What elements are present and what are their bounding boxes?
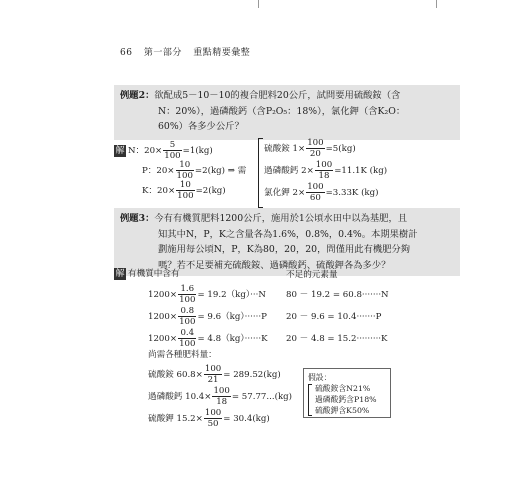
need-row-potassium-sulfate: 硫酸鉀 15.2× $\frac{100}{50}$ = 30.4(kg) <box>148 408 270 429</box>
crop-mark-left <box>258 0 259 8</box>
assumption-list <box>308 383 386 416</box>
solution-2-r2: 過磷酸鈣 2× $\frac{100}{18}$ =11.1K (kg) <box>264 160 388 181</box>
deficit-row-k: 20 － 4.8 = 15.2·········K <box>286 334 388 344</box>
assumption-item: 硫酸銨含N21% <box>315 384 371 393</box>
solution-icon: 解 <box>115 269 125 279</box>
example-3-line4: 嗎？若不足要補充硫酸銨、過磷酸鈣、硫酸鉀各為多少？ <box>158 259 391 271</box>
assumption-box <box>303 368 391 418</box>
deficit-row-n: 80 － 19.2 = 60.8·······N <box>286 290 389 300</box>
example-3-line1: 例題3：今有有機質肥料1200公斤，施用於1公頃水田中以為基肥，且 <box>120 213 408 224</box>
crop-mark-right <box>436 0 437 8</box>
solution-2-r3: 氯化鉀 2× $\frac{100}{60}$ =3.33K (kg) <box>264 182 379 203</box>
solution-2-r1: 硫酸銨 1× $\frac{100}{20}$ =5(kg) <box>264 138 356 159</box>
assumption-item: 過磷酸鈣含P18% <box>315 395 377 404</box>
solution-2-p: P：20× $\frac{10}{100}$ =2(kg) ⇒ 需 <box>142 160 247 181</box>
solution-icon: 解 <box>115 146 125 156</box>
need-row-ammonium-sulfate: 硫酸銨 60.8× $\frac{100}{21}$ = 289.52(kg) <box>148 364 281 385</box>
assumption-brace <box>308 384 312 416</box>
running-header <box>120 45 258 58</box>
example-2-label: 例題2： <box>120 90 155 101</box>
section-title: 重點精要彙整 <box>193 48 251 58</box>
example-2-line2: N：20%），過磷酸鈣（含P₂O₅：18%），氯化鉀（含K₂O： <box>158 105 406 117</box>
solution-2-k: K：20× $\frac{10}{100}$ =2(kg) <box>142 180 226 201</box>
deficit-row-p: 20 － 9.6 = 10.4·······P <box>286 312 382 322</box>
example-3-label: 例題3： <box>120 213 155 224</box>
needed-label: 尚需各種肥料量： <box>148 350 217 360</box>
page-number: 66 <box>120 48 133 58</box>
example-2-line1: 例題2：欲配成5－10－10的複合肥料20公斤，試問要用硫酸銨（含 <box>120 90 401 101</box>
solution-3-heading-right: 不足的元素量 <box>286 270 338 280</box>
solution-2-n: 解 N：20× $\frac{5}{100}$ =1(kg) <box>115 140 213 161</box>
part-label: 第一部分 <box>143 48 182 58</box>
content-row-p: 1200× $\frac{0.8}{100}$ = 9.6（kg）······P <box>148 306 267 327</box>
content-row-k: 1200× $\frac{0.4}{100}$ = 4.8（kg）······K <box>148 328 268 349</box>
solution-2-brace <box>258 138 263 208</box>
example-3-box <box>114 208 460 276</box>
example-3-line2: 知其中N，P，K之含量各為1.6%，0.8%，0.4%。本期果樹計 <box>158 228 418 240</box>
content-row-n: 1200× $\frac{1.6}{100}$ = 19.2（kg）···N <box>148 284 266 305</box>
example-2-line3: 60%）各多少公斤？ <box>158 121 244 132</box>
assumption-item: 硫酸鉀含K50% <box>315 406 370 415</box>
solution-3-heading-left: 解 有機質中含有 <box>115 269 180 279</box>
need-row-superphosphate: 過磷酸鈣 10.4× $\frac{100}{18}$ = 57.77...(kg) <box>148 386 293 407</box>
example-3-line3: 劃施用每公頃N，P，K為80，20，20，問僅用此有機肥分夠 <box>158 244 411 255</box>
assumption-title: 假設： <box>308 373 332 382</box>
example-2-box <box>114 85 460 140</box>
implies-arrow: ⇒ 需 <box>227 166 247 176</box>
